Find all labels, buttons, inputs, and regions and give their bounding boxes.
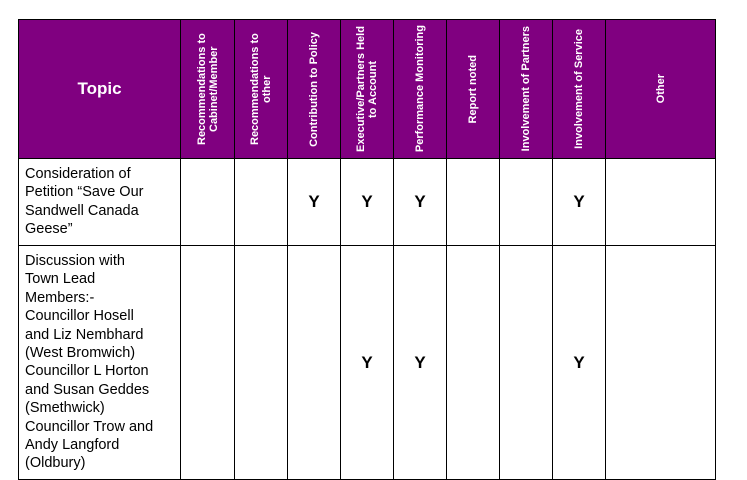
column-header-recommendations-cabinet (181, 20, 235, 159)
column-header-label: Recommendations to other (249, 33, 273, 145)
mark-cell: Y (288, 159, 341, 246)
mark-cell: Y (553, 159, 606, 246)
table-row (19, 246, 716, 480)
mark-cell (606, 159, 716, 246)
topic-line: Consideration of (25, 166, 131, 182)
column-header-executive-partners (341, 20, 394, 159)
column-header-label: Involvement of Service (573, 29, 585, 149)
column-header-label: Executive/Partners Held to Account (355, 26, 379, 152)
column-header-recommendations-other (235, 20, 288, 159)
topic-line: and Liz Nembhard (25, 326, 144, 343)
column-header-label: Contribution to Policy (308, 31, 320, 147)
topic-line: Councillor Hosell (25, 308, 134, 325)
topic-line: Sandwell Canada (25, 202, 139, 219)
topic-line: (Oldbury) (25, 455, 86, 472)
mark-cell: Y (394, 159, 447, 246)
topic-line: Geese” (25, 221, 73, 238)
review-outcomes-table (18, 19, 716, 480)
topic-line: Petition “Save Our (25, 184, 144, 201)
mark-cell: Y (553, 246, 606, 480)
mark-cell (500, 159, 553, 246)
column-header-performance-monitoring (394, 20, 447, 159)
mark-cell: Y (341, 246, 394, 480)
column-header-label: Performance Monitoring (414, 25, 426, 153)
column-header-label: Involvement of Partners (520, 26, 532, 152)
mark-cell (181, 246, 235, 480)
topic-line: Councillor L Horton (25, 363, 149, 380)
column-header-label: Recommendations to Cabinet/Member (195, 33, 220, 145)
column-header-label: Report noted (467, 54, 479, 124)
mark-cell (235, 159, 288, 246)
topic-line: and Susan Geddes (25, 381, 150, 398)
mark-cell (500, 246, 553, 480)
column-header-label: Other (654, 74, 667, 104)
topic-cell (19, 159, 181, 246)
mark-cell: Y (341, 159, 394, 246)
topic-line: Councillor Trow and (25, 418, 154, 435)
mark-cell (235, 246, 288, 480)
mark-cell (288, 246, 341, 480)
mark-cell (606, 246, 716, 480)
topic-line: Andy Langford (25, 437, 120, 454)
mark-cell (181, 159, 235, 246)
header-row (19, 20, 716, 159)
column-header-involvement-partners (500, 20, 553, 159)
column-header-contribution-policy (288, 20, 341, 159)
topic-column-header: Topic (19, 20, 181, 159)
topic-cell (19, 246, 181, 480)
topic-line: Town Lead (25, 271, 96, 288)
table-row (19, 159, 716, 246)
mark-cell (447, 159, 500, 246)
topic-line: (Smethwick) (25, 400, 105, 417)
column-header-report-noted (447, 20, 500, 159)
topic-line: Discussion with (25, 253, 125, 269)
mark-cell (447, 246, 500, 480)
column-header-involvement-service (553, 20, 606, 159)
mark-cell: Y (394, 246, 447, 480)
column-header-other (606, 20, 716, 159)
topic-line: (West Bromwich) (25, 345, 136, 362)
topic-line: Members:- (25, 289, 95, 306)
